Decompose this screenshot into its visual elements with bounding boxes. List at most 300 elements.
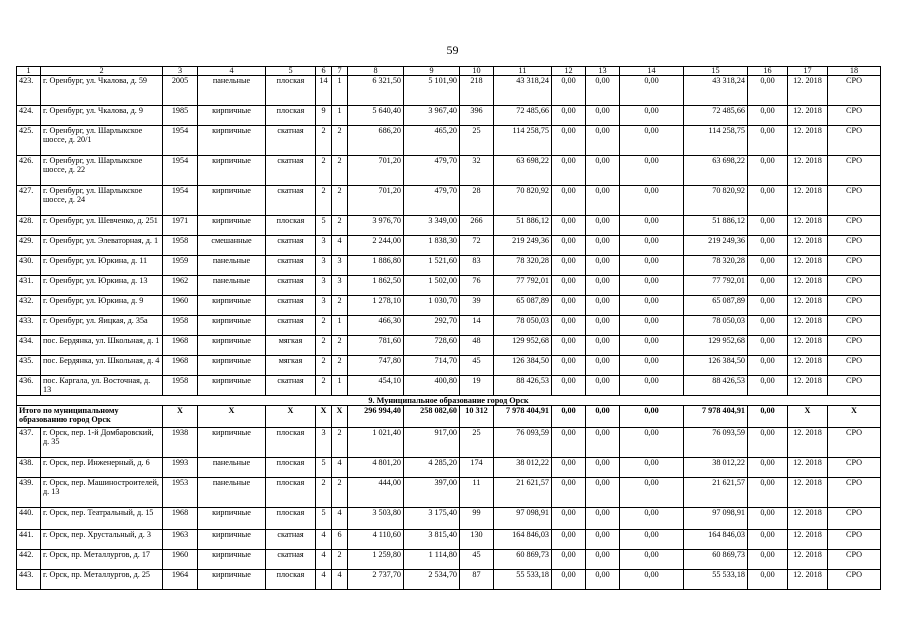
table-row	[17, 530, 881, 550]
floors: 3	[316, 428, 332, 458]
table-row	[17, 276, 881, 296]
residents: 99	[460, 508, 494, 530]
column-number-4: 4	[198, 67, 266, 76]
entrances: 2	[332, 186, 348, 216]
fund-local: 0,00	[620, 550, 684, 570]
fund-owners: 77 792,01	[684, 276, 748, 296]
build-year: 1960	[163, 296, 198, 316]
fund-regional: 0,00	[586, 276, 620, 296]
roof-type: скатная	[266, 316, 316, 336]
fund-federal: 0,00	[552, 276, 586, 296]
fund-regional: 0,00	[586, 256, 620, 276]
fund-owners: 63 698,22	[684, 156, 748, 186]
total-area: 1 886,80	[348, 256, 404, 276]
fund-federal: 0,00	[552, 186, 586, 216]
build-year: 2005	[163, 76, 198, 106]
column-number-8: 8	[348, 67, 404, 76]
build-year: 1953	[163, 478, 198, 508]
table-row	[17, 156, 881, 186]
residents: 83	[460, 256, 494, 276]
row-number: 441.	[17, 530, 41, 550]
total-area: 701,20	[348, 186, 404, 216]
living-area: 728,60	[404, 336, 460, 356]
entrances: 1	[332, 316, 348, 336]
build-year: 1993	[163, 458, 198, 478]
column-number-1: 1	[17, 67, 41, 76]
fund-other: 0,00	[748, 156, 788, 186]
floors: 3	[316, 276, 332, 296]
fund-local: 0,00	[620, 296, 684, 316]
cost-total: 78 320,28	[494, 256, 552, 276]
fund-owners: 43 318,24	[684, 76, 748, 106]
address: г. Оренбург, ул. Юркина, д. 13	[41, 276, 163, 296]
address: г. Орск, пер. 1-й Домбаровский, д. 35	[41, 428, 163, 458]
living-area: 292,70	[404, 316, 460, 336]
cost-total: 76 093,59	[494, 428, 552, 458]
entrances: 4	[332, 236, 348, 256]
total-c3: X	[163, 406, 198, 428]
wall-material: кирпичные	[198, 376, 266, 396]
column-number-14: 14	[620, 67, 684, 76]
total-row	[17, 406, 881, 428]
deadline: 12. 2018	[788, 76, 828, 106]
address: г. Орск, пер. Инженерный, д. 6	[41, 458, 163, 478]
fund-local: 0,00	[620, 478, 684, 508]
living-area: 1 838,30	[404, 236, 460, 256]
cost-total: 129 952,68	[494, 336, 552, 356]
total-area: 5 640,40	[348, 106, 404, 126]
fund-other: 0,00	[748, 216, 788, 236]
cost-total: 77 792,01	[494, 276, 552, 296]
fund-owners: 164 846,03	[684, 530, 748, 550]
cost-total: 114 258,75	[494, 126, 552, 156]
address: г. Оренбург, ул. Шарлыкское шоссе, д. 22	[41, 156, 163, 186]
method: СРО	[828, 156, 881, 186]
fund-federal: 0,00	[552, 478, 586, 508]
fund-local: 0,00	[620, 236, 684, 256]
total-c7: X	[332, 406, 348, 428]
floors: 5	[316, 508, 332, 530]
build-year: 1968	[163, 508, 198, 530]
floors: 2	[316, 336, 332, 356]
total-area: 1 259,80	[348, 550, 404, 570]
table-row	[17, 256, 881, 276]
method: СРО	[828, 458, 881, 478]
fund-other: 0,00	[748, 76, 788, 106]
living-area: 714,70	[404, 356, 460, 376]
living-area: 3 815,40	[404, 530, 460, 550]
total-a1: 296 994,40	[348, 406, 404, 428]
residents: 14	[460, 316, 494, 336]
deadline: 12. 2018	[788, 276, 828, 296]
row-number: 424.	[17, 106, 41, 126]
fund-federal: 0,00	[552, 106, 586, 126]
deadline: 12. 2018	[788, 236, 828, 256]
table-row	[17, 186, 881, 216]
address: г. Орск, пер. Театральный, д. 15	[41, 508, 163, 530]
method: СРО	[828, 236, 881, 256]
cost-total: 63 698,22	[494, 156, 552, 186]
fund-owners: 126 384,50	[684, 356, 748, 376]
total-c6: X	[316, 406, 332, 428]
living-area: 400,80	[404, 376, 460, 396]
method: СРО	[828, 478, 881, 508]
fund-federal: 0,00	[552, 570, 586, 590]
fund-federal: 0,00	[552, 428, 586, 458]
total-t: 7 978 404,91	[494, 406, 552, 428]
fund-federal: 0,00	[552, 256, 586, 276]
living-area: 3 175,40	[404, 508, 460, 530]
fund-regional: 0,00	[586, 570, 620, 590]
build-year: 1960	[163, 550, 198, 570]
fund-local: 0,00	[620, 530, 684, 550]
build-year: 1985	[163, 106, 198, 126]
wall-material: смешанные	[198, 236, 266, 256]
column-number-5: 5	[266, 67, 316, 76]
table-row	[17, 508, 881, 530]
build-year: 1968	[163, 336, 198, 356]
living-area: 1 030,70	[404, 296, 460, 316]
table-row	[17, 478, 881, 508]
method: СРО	[828, 316, 881, 336]
method: СРО	[828, 570, 881, 590]
floors: 4	[316, 530, 332, 550]
total-area: 2 244,00	[348, 236, 404, 256]
table-row	[17, 106, 881, 126]
fund-regional: 0,00	[586, 216, 620, 236]
roof-type: скатная	[266, 186, 316, 216]
total-area: 4 110,60	[348, 530, 404, 550]
roof-type: мягкая	[266, 356, 316, 376]
wall-material: панельные	[198, 458, 266, 478]
column-number-9: 9	[404, 67, 460, 76]
table-row	[17, 126, 881, 156]
fund-local: 0,00	[620, 356, 684, 376]
entrances: 1	[332, 76, 348, 106]
column-number-7: 7	[332, 67, 348, 76]
method: СРО	[828, 216, 881, 236]
fund-federal: 0,00	[552, 216, 586, 236]
fund-owners: 51 886,12	[684, 216, 748, 236]
row-number: 429.	[17, 236, 41, 256]
build-year: 1958	[163, 376, 198, 396]
wall-material: кирпичные	[198, 186, 266, 216]
living-area: 3 349,00	[404, 216, 460, 236]
row-number: 433.	[17, 316, 41, 336]
entrances: 2	[332, 356, 348, 376]
section-title: 9. Муниципальное образование город Орск	[17, 396, 881, 406]
residents: 266	[460, 216, 494, 236]
fund-regional: 0,00	[586, 336, 620, 356]
residents: 76	[460, 276, 494, 296]
floors: 3	[316, 296, 332, 316]
build-year: 1968	[163, 356, 198, 376]
wall-material: кирпичные	[198, 106, 266, 126]
roof-type: плоская	[266, 458, 316, 478]
row-number: 443.	[17, 570, 41, 590]
roof-type: плоская	[266, 570, 316, 590]
fund-local: 0,00	[620, 106, 684, 126]
row-number: 428.	[17, 216, 41, 236]
residents: 72	[460, 236, 494, 256]
address: г. Орск, пер. Хрустальный, д. 3	[41, 530, 163, 550]
fund-local: 0,00	[620, 316, 684, 336]
total-area: 1 278,10	[348, 296, 404, 316]
residents: 130	[460, 530, 494, 550]
roof-type: скатная	[266, 550, 316, 570]
entrances: 2	[332, 156, 348, 186]
fund-federal: 0,00	[552, 76, 586, 106]
address: г. Оренбург, ул. Шевченко, д. 251	[41, 216, 163, 236]
floors: 2	[316, 126, 332, 156]
fund-federal: 0,00	[552, 458, 586, 478]
wall-material: кирпичные	[198, 550, 266, 570]
wall-material: кирпичные	[198, 356, 266, 376]
wall-material: кирпичные	[198, 156, 266, 186]
roof-type: скатная	[266, 376, 316, 396]
fund-regional: 0,00	[586, 236, 620, 256]
fund-owners: 55 533,18	[684, 570, 748, 590]
row-number: 423.	[17, 76, 41, 106]
table-row	[17, 570, 881, 590]
fund-local: 0,00	[620, 336, 684, 356]
total-c4: X	[198, 406, 266, 428]
address: г. Оренбург, ул. Яицкая, д. 35а	[41, 316, 163, 336]
fund-local: 0,00	[620, 376, 684, 396]
living-area: 5 101,90	[404, 76, 460, 106]
entrances: 2	[332, 550, 348, 570]
wall-material: кирпичные	[198, 508, 266, 530]
fund-local: 0,00	[620, 216, 684, 236]
total-c18: X	[828, 406, 881, 428]
fund-federal: 0,00	[552, 550, 586, 570]
total-t2: 7 978 404,91	[684, 406, 748, 428]
fund-other: 0,00	[748, 550, 788, 570]
roof-type: скатная	[266, 236, 316, 256]
living-area: 479,70	[404, 186, 460, 216]
roof-type: плоская	[266, 478, 316, 508]
living-area: 1 114,80	[404, 550, 460, 570]
total-area: 1 862,50	[348, 276, 404, 296]
column-number-18: 18	[828, 67, 881, 76]
deadline: 12. 2018	[788, 256, 828, 276]
fund-local: 0,00	[620, 276, 684, 296]
build-year: 1954	[163, 126, 198, 156]
table-row	[17, 76, 881, 106]
floors: 5	[316, 216, 332, 236]
cost-total: 78 050,03	[494, 316, 552, 336]
fund-owners: 97 098,91	[684, 508, 748, 530]
residents: 87	[460, 570, 494, 590]
floors: 4	[316, 570, 332, 590]
living-area: 917,00	[404, 428, 460, 458]
residents: 11	[460, 478, 494, 508]
entrances: 2	[332, 296, 348, 316]
method: СРО	[828, 296, 881, 316]
cost-total: 126 384,50	[494, 356, 552, 376]
fund-regional: 0,00	[586, 508, 620, 530]
residents: 28	[460, 186, 494, 216]
method: СРО	[828, 356, 881, 376]
floors: 3	[316, 236, 332, 256]
residents: 45	[460, 550, 494, 570]
fund-regional: 0,00	[586, 428, 620, 458]
residents: 174	[460, 458, 494, 478]
row-number: 439.	[17, 478, 41, 508]
fund-regional: 0,00	[586, 376, 620, 396]
column-number-3: 3	[163, 67, 198, 76]
total-area: 686,20	[348, 126, 404, 156]
fund-federal: 0,00	[552, 530, 586, 550]
table-row	[17, 336, 881, 356]
fund-other: 0,00	[748, 256, 788, 276]
table-row	[17, 216, 881, 236]
wall-material: кирпичные	[198, 216, 266, 236]
fund-owners: 38 012,22	[684, 458, 748, 478]
floors: 2	[316, 316, 332, 336]
cost-total: 43 318,24	[494, 76, 552, 106]
deadline: 12. 2018	[788, 106, 828, 126]
wall-material: кирпичные	[198, 428, 266, 458]
total-c5: X	[266, 406, 316, 428]
deadline: 12. 2018	[788, 530, 828, 550]
cost-total: 55 533,18	[494, 570, 552, 590]
table-row	[17, 296, 881, 316]
method: СРО	[828, 530, 881, 550]
living-area: 465,20	[404, 126, 460, 156]
living-area: 397,00	[404, 478, 460, 508]
table-row	[17, 550, 881, 570]
column-number-6: 6	[316, 67, 332, 76]
total-area: 466,30	[348, 316, 404, 336]
deadline: 12. 2018	[788, 216, 828, 236]
wall-material: кирпичные	[198, 126, 266, 156]
fund-federal: 0,00	[552, 336, 586, 356]
total-area: 747,80	[348, 356, 404, 376]
roof-type: скатная	[266, 530, 316, 550]
fund-federal: 0,00	[552, 316, 586, 336]
housing-table	[16, 66, 881, 590]
address: г. Оренбург, ул. Элеваторная, д. 1	[41, 236, 163, 256]
roof-type: скатная	[266, 276, 316, 296]
wall-material: панельные	[198, 276, 266, 296]
residents: 45	[460, 356, 494, 376]
wall-material: кирпичные	[198, 530, 266, 550]
row-number: 442.	[17, 550, 41, 570]
table-row	[17, 236, 881, 256]
floors: 2	[316, 376, 332, 396]
entrances: 3	[332, 276, 348, 296]
build-year: 1963	[163, 530, 198, 550]
row-number: 427.	[17, 186, 41, 216]
total-area: 3 976,70	[348, 216, 404, 236]
method: СРО	[828, 256, 881, 276]
row-number: 430.	[17, 256, 41, 276]
fund-owners: 60 869,73	[684, 550, 748, 570]
wall-material: кирпичные	[198, 316, 266, 336]
row-number: 437.	[17, 428, 41, 458]
fund-other: 0,00	[748, 126, 788, 156]
row-number: 440.	[17, 508, 41, 530]
method: СРО	[828, 550, 881, 570]
total-z3: 0,00	[620, 406, 684, 428]
residents: 32	[460, 156, 494, 186]
total-z4: 0,00	[748, 406, 788, 428]
entrances: 1	[332, 106, 348, 126]
table-row	[17, 316, 881, 336]
fund-other: 0,00	[748, 186, 788, 216]
header-row	[17, 67, 881, 76]
fund-local: 0,00	[620, 186, 684, 216]
fund-other: 0,00	[748, 570, 788, 590]
column-number-16: 16	[748, 67, 788, 76]
table-row	[17, 376, 881, 396]
method: СРО	[828, 76, 881, 106]
fund-other: 0,00	[748, 478, 788, 508]
fund-other: 0,00	[748, 296, 788, 316]
roof-type: скатная	[266, 126, 316, 156]
roof-type: скатная	[266, 296, 316, 316]
cost-total: 72 485,66	[494, 106, 552, 126]
table-row	[17, 356, 881, 376]
method: СРО	[828, 376, 881, 396]
roof-type: мягкая	[266, 336, 316, 356]
method: СРО	[828, 106, 881, 126]
entrances: 2	[332, 478, 348, 508]
fund-regional: 0,00	[586, 156, 620, 186]
cost-total: 219 249,36	[494, 236, 552, 256]
wall-material: кирпичные	[198, 296, 266, 316]
fund-federal: 0,00	[552, 376, 586, 396]
fund-regional: 0,00	[586, 106, 620, 126]
fund-owners: 114 258,75	[684, 126, 748, 156]
fund-regional: 0,00	[586, 530, 620, 550]
fund-regional: 0,00	[586, 186, 620, 216]
fund-regional: 0,00	[586, 76, 620, 106]
deadline: 12. 2018	[788, 508, 828, 530]
fund-local: 0,00	[620, 156, 684, 186]
method: СРО	[828, 336, 881, 356]
deadline: 12. 2018	[788, 336, 828, 356]
row-number: 426.	[17, 156, 41, 186]
build-year: 1964	[163, 570, 198, 590]
fund-federal: 0,00	[552, 356, 586, 376]
deadline: 12. 2018	[788, 550, 828, 570]
roof-type: скатная	[266, 256, 316, 276]
fund-other: 0,00	[748, 458, 788, 478]
floors: 2	[316, 186, 332, 216]
total-area: 3 503,80	[348, 508, 404, 530]
fund-federal: 0,00	[552, 126, 586, 156]
entrances: 1	[332, 376, 348, 396]
fund-local: 0,00	[620, 458, 684, 478]
floors: 9	[316, 106, 332, 126]
living-area: 1 521,60	[404, 256, 460, 276]
fund-other: 0,00	[748, 356, 788, 376]
floors: 4	[316, 550, 332, 570]
build-year: 1971	[163, 216, 198, 236]
fund-regional: 0,00	[586, 296, 620, 316]
address: г. Оренбург, ул. Юркина, д. 11	[41, 256, 163, 276]
build-year: 1958	[163, 236, 198, 256]
entrances: 2	[332, 428, 348, 458]
cost-total: 21 621,57	[494, 478, 552, 508]
fund-federal: 0,00	[552, 296, 586, 316]
fund-owners: 21 621,57	[684, 478, 748, 508]
total-area: 1 021,40	[348, 428, 404, 458]
address: г. Оренбург, ул. Чкалова, д. 59	[41, 76, 163, 106]
deadline: 12. 2018	[788, 156, 828, 186]
